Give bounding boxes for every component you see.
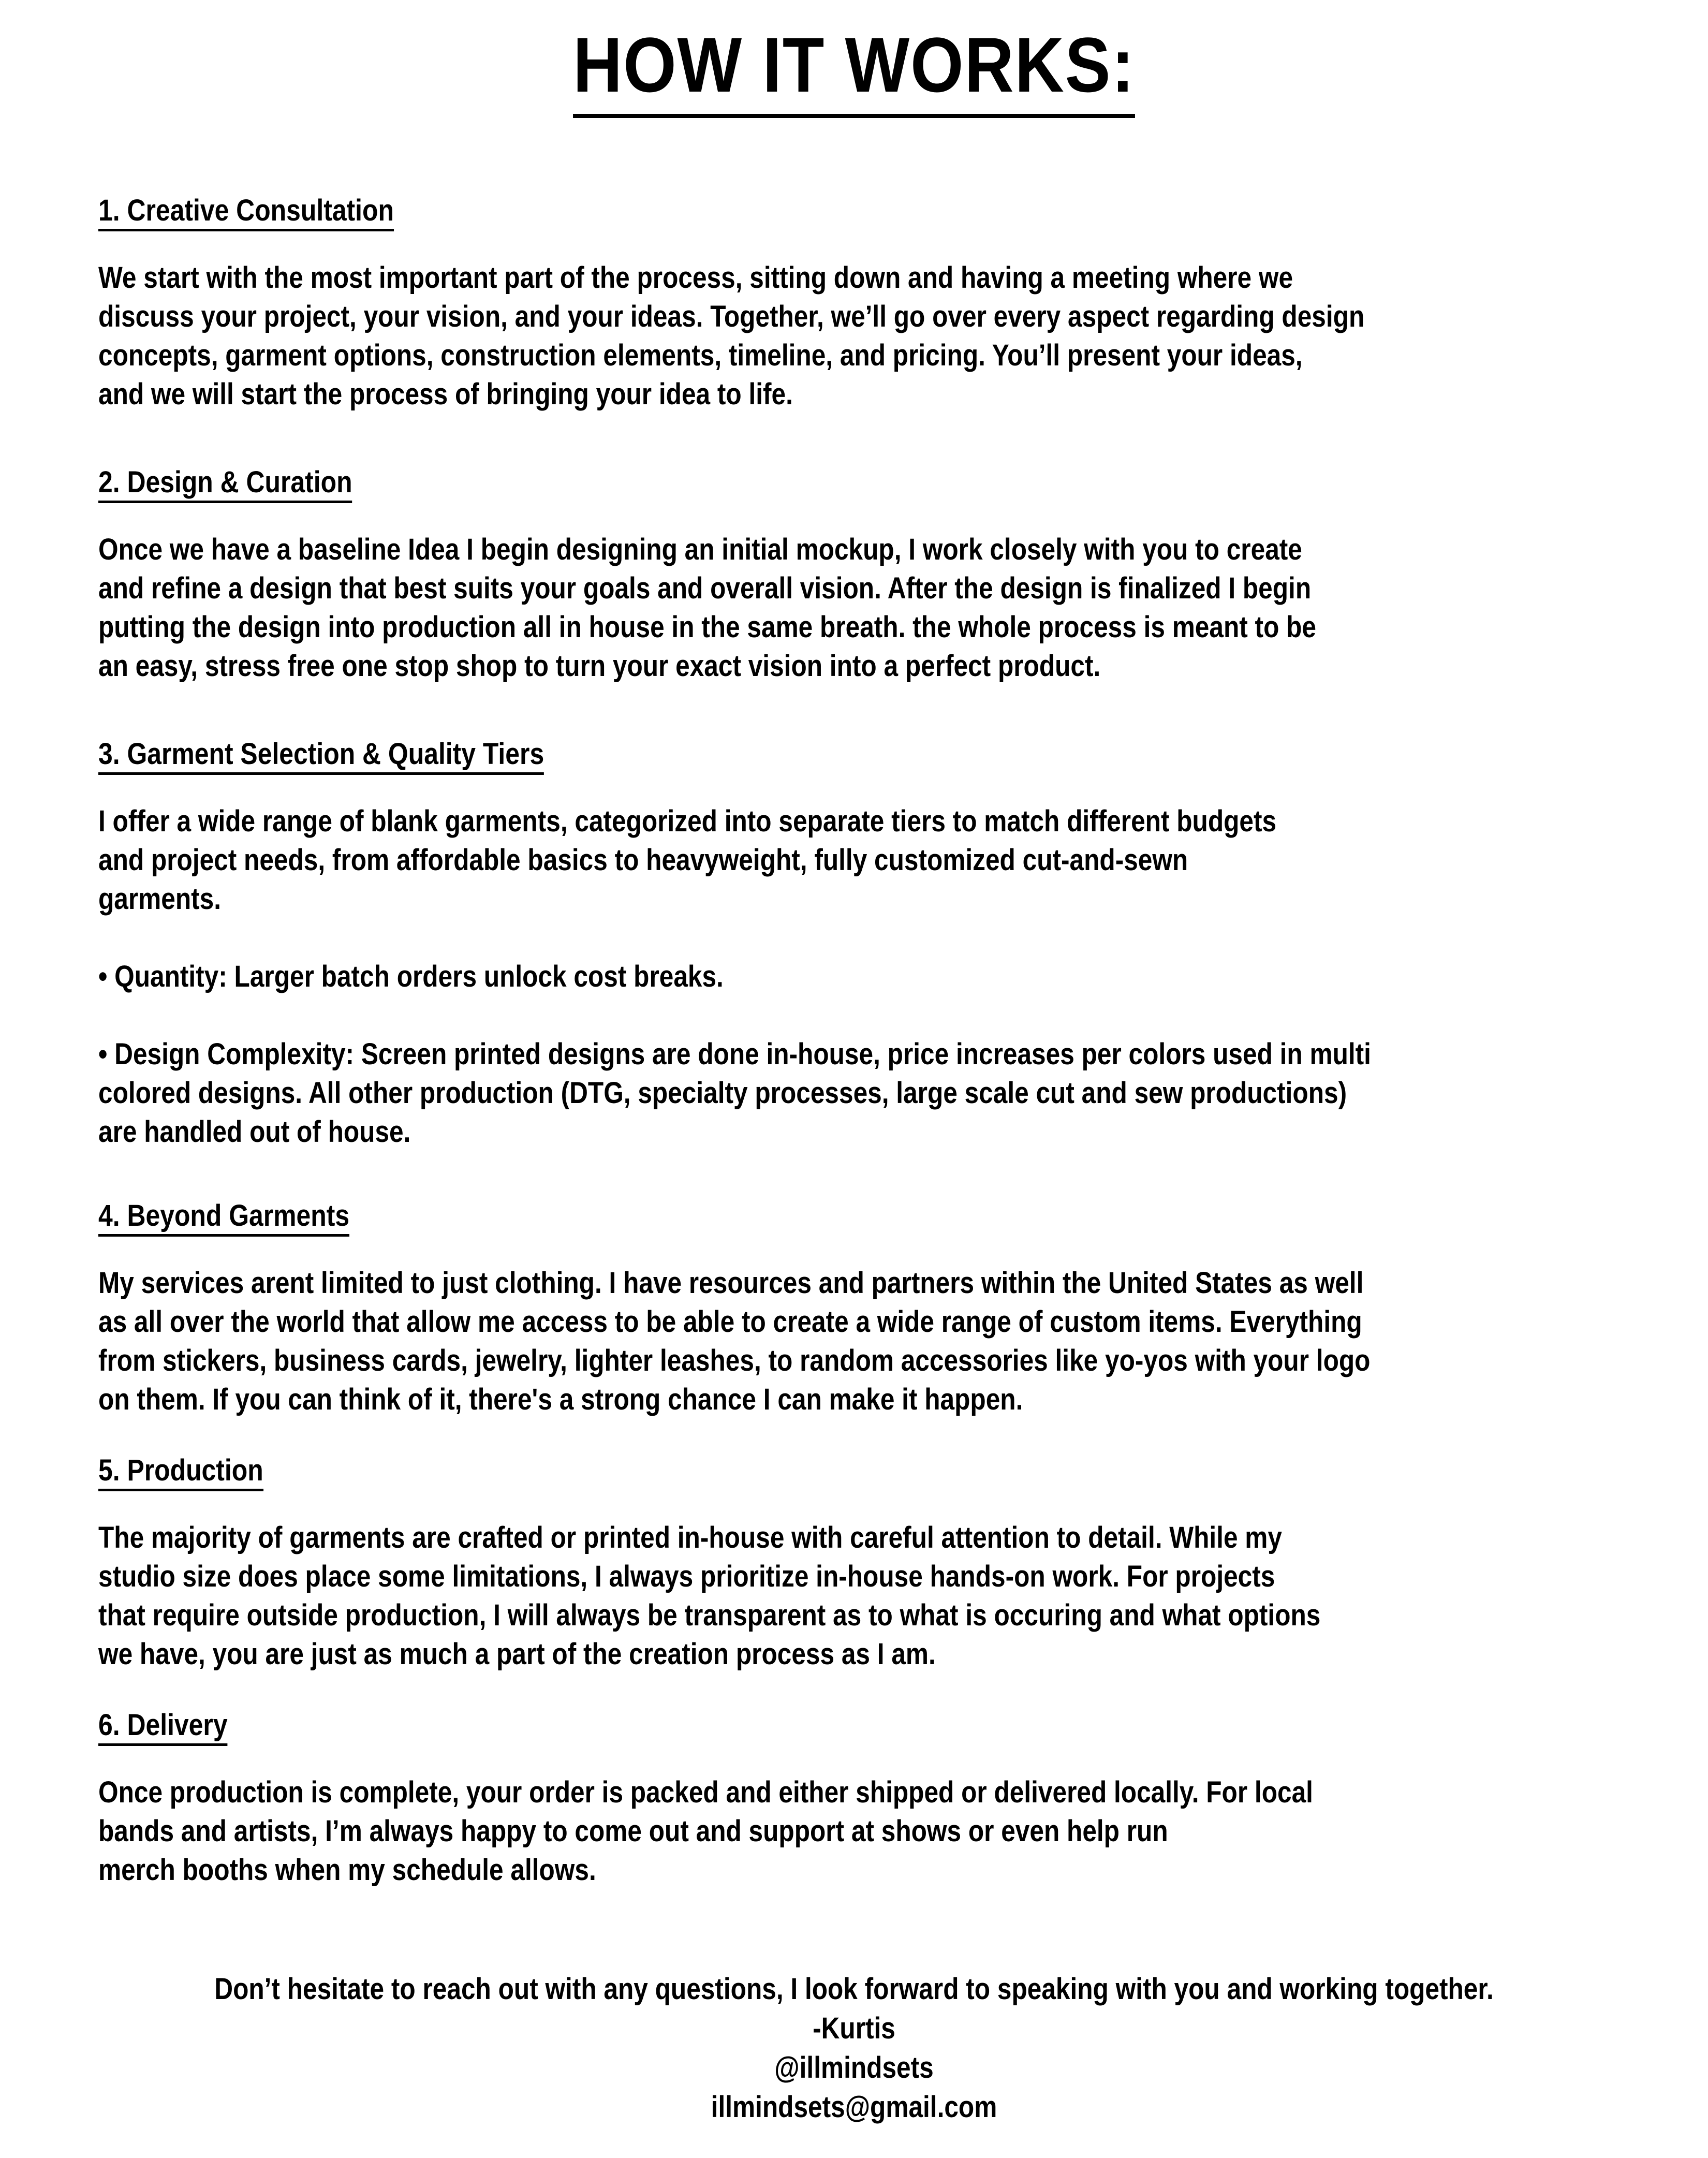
body-line: merch booths when my schedule allows. [98,1853,596,1887]
body-line: we have, you are just as much a part of the creation process as I am. [98,1637,936,1671]
bullet-line: are handled out of house. [98,1115,411,1149]
body-line: as all over the world that allow me access to be able to create a wide range of custom items. Everything [98,1305,1362,1339]
section-heading: 1. Creative Consultation [98,196,394,231]
social-handle[interactable]: @illmindsets [774,2051,934,2084]
body-line: and project needs, from affordable basics to heavyweight, fully customized cut-and-sewn [98,843,1188,877]
body-line: I offer a wide range of blank garments, categorized into separate tiers to match different budgets [98,804,1277,838]
body-line: bands and artists, I’m always happy to come out and support at shows or even help run [98,1814,1168,1848]
body-line: garments. [98,882,222,916]
email-address[interactable]: illmindsets@gmail.com [711,2090,997,2124]
section-heading: 6. Delivery [98,1710,228,1746]
section-garment-selection [98,739,1703,1151]
body-line: an easy, stress free one stop shop to turn your exact vision into a perfect product. [98,649,1101,683]
bullet-line: colored designs. All other production (DTG, specialty processes, large scale cut and sew productions) [98,1076,1347,1110]
section-beyond-garments [98,1201,1703,1419]
section-heading: 3. Garment Selection & Quality Tiers [98,739,544,775]
section-heading: 4. Beyond Garments [98,1201,349,1237]
body-line: The majority of garments are crafted or printed in-house with careful attention to detail. While my [98,1521,1282,1554]
page-title: HOW IT WORKS: [573,26,1135,118]
closing-message: Don’t hesitate to reach out with any questions, I look forward to speaking with you and working together. [214,1972,1494,2006]
section-heading: 5. Production [98,1456,263,1491]
body-line: Once production is complete, your order is packed and either shipped or delivered locally. For local [98,1775,1313,1809]
body-line: on them. If you can think of it, there's a strong chance I can make it happen. [98,1383,1023,1416]
body-line: from stickers, business cards, jewelry, lighter leashes, to random accessories like yo-yos with your logo [98,1344,1371,1377]
bullet-line: • Design Complexity: Screen printed designs are done in-house, price increases per colors used in multi [98,1037,1371,1071]
body-line: discuss your project, your vision, and your ideas. Together, we’ll go over every aspect regarding design [98,300,1365,333]
body-line: We start with the most important part of the process, sitting down and having a meeting where we [98,261,1293,295]
section-delivery [98,1710,1703,1889]
body-line: that require outside production, I will always be transparent as to what is occuring and what options [98,1598,1321,1632]
signature: -Kurtis [813,2012,895,2045]
title-container [0,21,1708,118]
footer [0,1970,1708,2127]
body-line: concepts, garment options, construction elements, timeline, and pricing. You’ll present your ideas, [98,339,1303,372]
section-creative-consultation [98,196,1703,414]
body-line: and we will start the process of bringing your idea to life. [98,377,793,411]
section-heading: 2. Design & Curation [98,467,352,503]
section-design-curation [98,467,1703,685]
body-line: My services arent limited to just clothing. I have resources and partners within the United States as well [98,1266,1364,1300]
body-line: studio size does place some limitations, I always prioritize in-house hands-on work. For projects [98,1560,1275,1593]
bullet-design-complexity [98,1035,1703,1151]
section-production [98,1456,1703,1673]
bullet-line: • Quantity: Larger batch orders unlock cost breaks. [98,960,724,993]
body-line: and refine a design that best suits your goals and overall vision. After the design is finalized I begin [98,571,1312,605]
body-line: putting the design into production all in house in the same breath. the whole process is meant to be [98,610,1317,644]
body-line: Once we have a baseline Idea I begin designing an initial mockup, I work closely with you to create [98,533,1302,566]
bullet-quantity [98,957,1703,996]
